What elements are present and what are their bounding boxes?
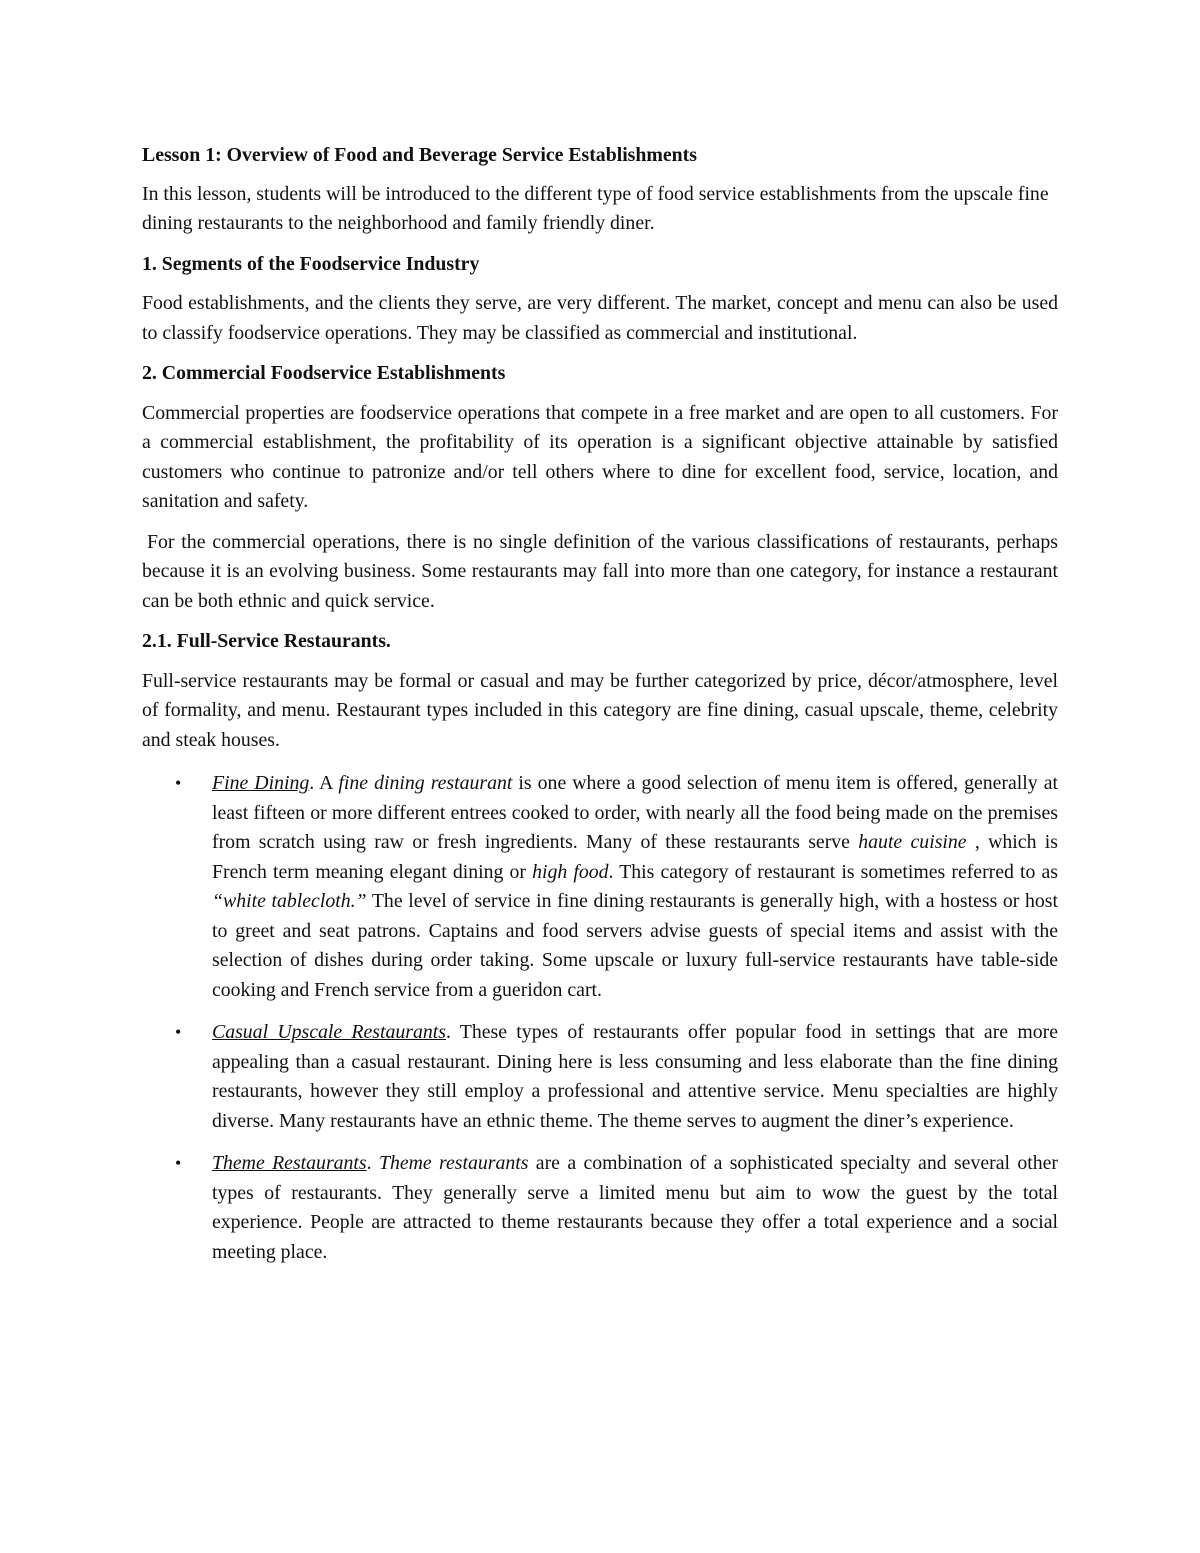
bullet-icon: •: [175, 1153, 182, 1173]
list-item-fine-dining: [142, 769, 1058, 1005]
section-body-commercial-1: Commercial properties are foodservice operations that compete in a free market and are open to all customers. For a commercial establishment, the profitability of its operation is a significant objective attainable by satisfied customers who continue to patronize and/or tell others where to dine for excellent food, service, location, and sanitation and safety.: [142, 401, 1058, 512]
italic-text: fine dining restaurant: [338, 772, 513, 794]
list-item-casual-upscale: [142, 1018, 1058, 1136]
text: , which is French term meaning elegant dining or: [212, 831, 1058, 883]
text: is one where a good selection of menu item is offered, generally at least fifteen or more different entrees cooked to order, with nearly all the food being made on the premises from scratch using raw or fresh ingredients. Many of these restaurants serve: [212, 772, 1058, 853]
term-theme: Theme Restaurants: [212, 1152, 367, 1174]
term-casual-upscale: Casual Upscale Restaurants: [212, 1021, 446, 1043]
italic-text: “white tablecloth.”: [212, 890, 367, 912]
text: The level of service in fine dining restaurants is generally high, with a hostess or host to greet and seat patrons. Captains and food servers advise guests of special items and assist with the selection of dishes during order taking. Some upscale or luxury full-service restaurants have table-side cooking and French service from a gueridon cart.: [212, 890, 1059, 1001]
section-body-segments: Food establishments, and the clients they serve, are very different. The market, concept and menu can also be used to classify foodservice operations. They may be classified as commercial and institutional.: [142, 292, 1058, 344]
lesson-title: Lesson 1: Overview of Food and Beverage Service Establishments: [142, 144, 697, 166]
section-heading-full-service: 2.1. Full-Service Restaurants.: [142, 630, 391, 652]
restaurant-types-list: [142, 769, 1058, 1267]
section-heading-segments: 1. Segments of the Foodservice Industry: [142, 252, 480, 275]
italic-text: Theme restaurants: [378, 1152, 529, 1174]
text: are a combination of a sophisticated specialty and several other types of restaurants. They generally serve a limited menu but aim to wow the guest by the total experience. People are attracted to theme restaurants because they offer a total experience and a social meeting place.: [212, 1152, 1058, 1263]
term-fine-dining: Fine Dining: [212, 772, 310, 794]
intro-paragraph: In this lesson, students will be introduced to the different type of food service establishments from the upscale fine dining restaurants to the neighborhood and family friendly diner.: [142, 182, 1049, 234]
italic-text: haute cuisine: [858, 831, 967, 853]
document-page: [142, 141, 1058, 1280]
italic-text: high food: [532, 860, 609, 883]
section-body-commercial-2: [142, 528, 1058, 617]
text: . A: [309, 772, 339, 794]
list-item-theme: [142, 1149, 1058, 1267]
bullet-icon: •: [175, 1022, 182, 1042]
text: .: [366, 1152, 379, 1174]
section-heading-commercial: 2. Commercial Foodservice Establishments: [142, 362, 506, 384]
text: . These types of restaurants offer popular food in settings that are more appealing than a casual restaurant. Dining here is less consuming and less elaborate than the fine dining restaurants, however they still employ a professional and attentive service. Menu specialties are highly diverse. Many restaurants have an ethnic theme. The theme serves to augment the diner’s experience.: [212, 1021, 1058, 1132]
section-body-full-service: Full-service restaurants may be formal or casual and may be further categorized by price, décor/atmosphere, level of formality, and menu. Restaurant types included in this category are fine dining, casual upscale, theme, celebrity and steak houses.: [142, 669, 1058, 751]
bullet-icon: •: [175, 773, 182, 793]
text: . This category of restaurant is sometimes referred to as: [608, 860, 1059, 883]
section-body-commercial-2-text: For the commercial operations, there is no single definition of the various classifications of restaurants, perhaps because it is an evolving business. Some restaurants may fall into more than one category, for instance a restaurant can be both ethnic and quick service.: [142, 530, 1058, 612]
